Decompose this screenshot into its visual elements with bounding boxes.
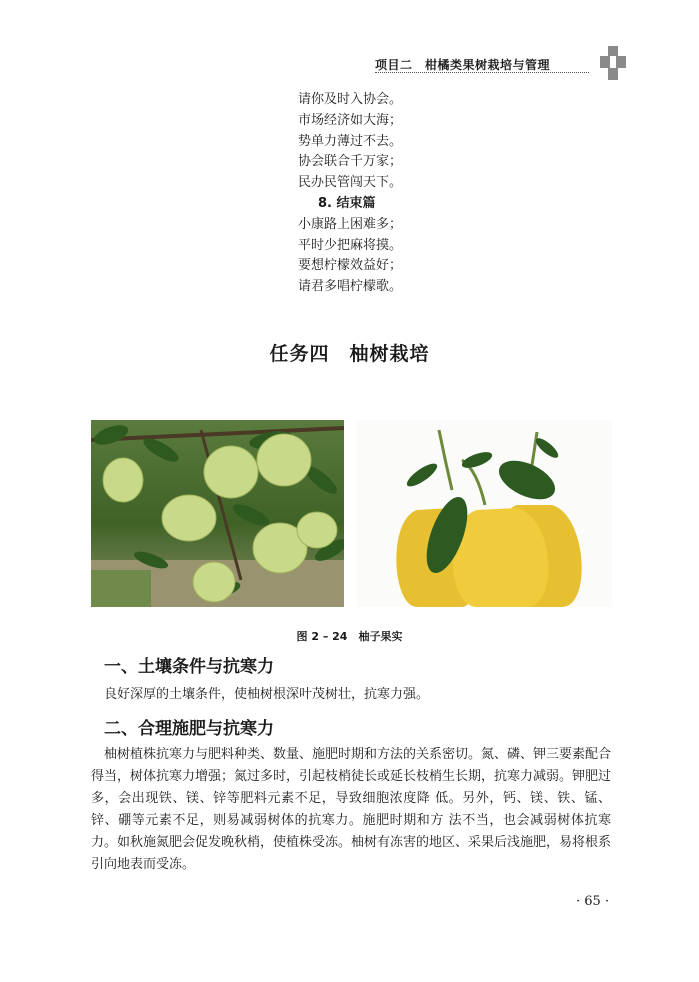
poem-line: 协会联合千万家； bbox=[298, 154, 403, 170]
figure-caption: 图 2 – 24 柚子果实 bbox=[296, 630, 403, 643]
poem-block bbox=[298, 90, 402, 298]
running-header: 项目二 柑橘类果树栽培与管理 bbox=[375, 58, 551, 72]
task-title: 任务四 柚树栽培 bbox=[269, 343, 430, 365]
header-rule bbox=[375, 72, 589, 73]
page-number: · 65 · bbox=[576, 894, 610, 909]
pomelo-tree-photo bbox=[91, 420, 344, 607]
pomelo-fruit-photo bbox=[357, 420, 612, 607]
poem-section-heading: 8. 结束篇 bbox=[318, 195, 376, 211]
poem-line: 请你及时入协会。 bbox=[298, 92, 403, 107]
poem-line: 势单力薄过不去。 bbox=[298, 133, 403, 149]
body-paragraph: 柚树植株抗寒力与肥料种类、数量、施肥时期和方法的关系密切。氮、磷、钾三要素配合得当，树体抗寒力增强；氮过多时，引起枝梢徒长或延长枝梢生长期，抗寒力减弱。钾肥过多，会出现铁、镁、锌等肥料元素不足，导致细胞浓度降 低。另外，钙、镁、铁、锰、锌、硼等元素不足，则易减弱树体的抗寒力。施肥时期和方 法不当，也会减弱树体抗寒力。如秋施氮肥会促发晚秋梢，使植株受冻。柚树有冻害的地区、采果后浅施肥，易将根系引向地表而受冻。 bbox=[91, 747, 612, 872]
section-heading: 二、合理施肥与抗寒力 bbox=[104, 719, 274, 739]
body-paragraph: 良好深厚的土壤条件，使柚树根深叶茂树壮，抗寒力强。 bbox=[104, 687, 430, 702]
section-heading: 一、土壤条件与抗寒力 bbox=[104, 657, 274, 677]
poem-line: 市场经济如大海； bbox=[298, 112, 403, 128]
poem-line: 小康路上困难多； bbox=[298, 216, 403, 232]
poem-line: 平时少把麻将摸。 bbox=[298, 237, 403, 253]
poem-line: 要想柠檬效益好； bbox=[298, 258, 403, 274]
poem-line: 请君多唱柠檬歌。 bbox=[298, 279, 403, 295]
poem-line: 民办民管闯天下。 bbox=[298, 175, 403, 191]
corner-ornament bbox=[600, 46, 626, 80]
